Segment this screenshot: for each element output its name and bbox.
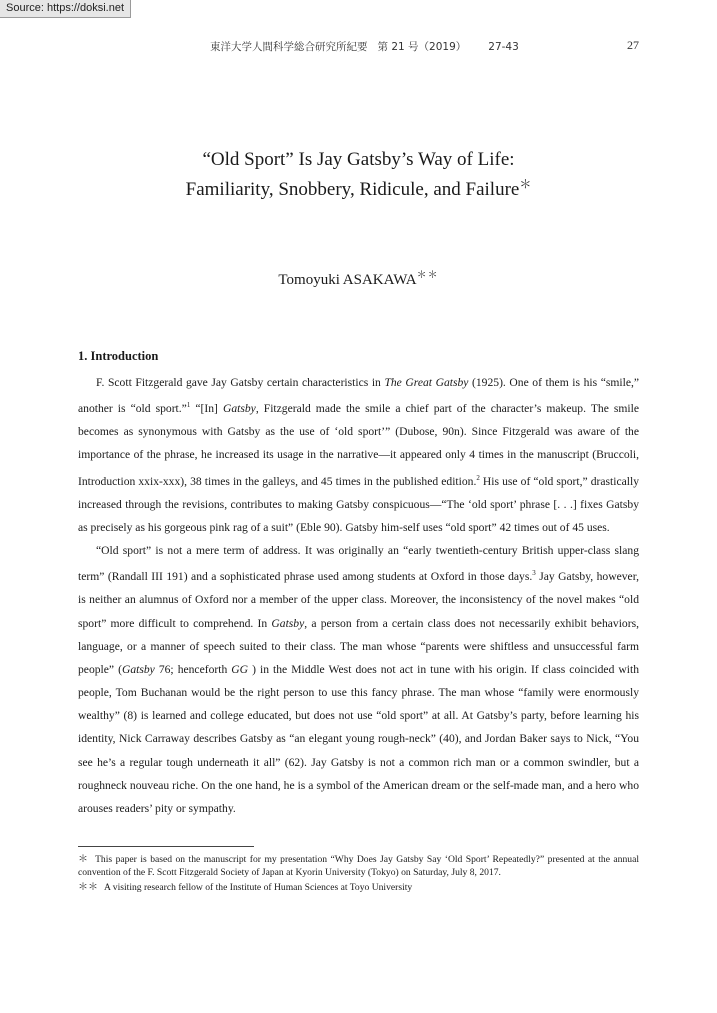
- footnote-2-mark: ＊＊: [78, 882, 98, 894]
- author: [0, 266, 717, 289]
- body-text: [78, 371, 639, 820]
- journal-name: 東洋大学人間科学総合研究所紀要: [210, 41, 368, 53]
- p1-italic-title: The Great Gatsby: [384, 376, 469, 389]
- author-name: Tomoyuki ASAKAWA: [278, 272, 417, 288]
- running-head: [210, 39, 633, 54]
- paragraph-1: [78, 371, 639, 539]
- footnote-1-mark: ＊: [78, 854, 90, 865]
- p2-text-2: Jay Gatsby, however, is neither an alumnus of Oxford nor a member of the upper class. Moreover, the inconsistency of the novel makes “old sport” more difficult to comprehend. In: [78, 570, 639, 630]
- author-footnote-mark: ＊＊: [416, 270, 439, 281]
- footnote-1: [78, 853, 639, 879]
- title-line-2-text: Familiarity, Snobbery, Ridicule, and Failure: [185, 179, 520, 200]
- p2-text-1: “Old sport” is not a mere term of address. It was originally an “early twentieth-century British upper-class slang term” (Randall III 191) and a sophisticated phrase used among students at Oxford in those days.: [78, 544, 639, 584]
- footnote-2-text: A visiting research fellow of the Institute of Human Sciences at Toyo University: [104, 882, 413, 894]
- title-line-2: [0, 172, 717, 202]
- footnote-ref-1: 1: [186, 401, 191, 410]
- page-number: 27: [627, 38, 639, 52]
- footnote-ref-2: 2: [476, 473, 480, 482]
- footnote-1-text: This paper is based on the manuscript for my presentation “Why Does Jay Gatsby Say ‘Old Sport’ Repeatedly?” presented at the annual convention of the F. Scott Fitzgerald Society of Japan at Kyorin University (Tokyo) on Saturday, July 8, 2017.: [78, 854, 640, 879]
- p2-text-5: ) in the Middle West does not act in tune with his origin. If class coincided with people, Tom Buchanan would be the right person to use this fancy phrase. The man whose “family were enormously wealthy” (8) is learned and college educated, but does not use “old sport” at all. At Gatsby’s party, before learning his identity, Nick Carraway describes Gatsby as “an elegant young rough-neck” (40), and Jordan Baker says to Nick, “You see he’s a regular tough underneath it all” (62). Jay Gatsby is not a common rich man or a common swindler, but a roughneck nouveau riche. On the one hand, he is a symbol of the American dream or the self-made man, and a hero who arouses readers’ pity or sympathy.: [78, 662, 640, 815]
- paper-title: [0, 147, 717, 202]
- journal-issue: 第 21 号（2019）: [377, 41, 467, 53]
- p2-italic-gatsby-2: Gatsby: [121, 662, 155, 676]
- footnote-2: [78, 881, 639, 894]
- p1-italic-gatsby: Gatsby: [222, 402, 256, 416]
- source-label: Source: https://doksi.net: [0, 0, 131, 18]
- p2-text-3: , a person from a certain class does not necessarily exhibit behaviors, language, or a manner of speech suited to their class. The man whose “parents were shiftless and unsuccessful farm people” (: [78, 616, 639, 676]
- paragraph-2: [78, 539, 639, 820]
- p1-text-4: , Fitzgerald made the smile a chief part of the character’s makeup. The smile becomes as synonymous with Gatsby as the use of ‘old sport’” (Dubose, 90n). Since Fitzgerald was aware of the importance of the phrase, he increased its usage in the narrative—it appeared only 4 times in the manuscript (Bruccoli, Introduction xxix-xxx), 38 times in the galleys, and 45 times in the published edition.: [78, 402, 640, 488]
- page-range: 27-43: [488, 41, 519, 53]
- p1-text-3: “[In]: [190, 402, 223, 416]
- footnotes: [78, 853, 639, 897]
- title-footnote-mark: ＊: [519, 177, 532, 191]
- p1-text-1: F. Scott Fitzgerald gave Jay Gatsby certain characteristics in: [95, 376, 385, 389]
- p2-text-4: 76; henceforth: [154, 662, 232, 676]
- p2-italic-gatsby-1: Gatsby: [271, 616, 305, 630]
- title-line-1: “Old Sport” Is Jay Gatsby’s Way of Life:: [202, 149, 515, 170]
- p1-text-2: (1925). One of them is his “smile,” another is “old sport.”: [78, 376, 640, 416]
- footnote-divider: [78, 846, 254, 847]
- p2-italic-gg: GG: [231, 662, 249, 676]
- footnote-ref-3: 3: [532, 569, 536, 578]
- section-heading: 1. Introduction: [78, 349, 159, 363]
- p1-text-5: His use of “old sport,” drastically increased through the revisions, contributes to making Gatsby conspicuous—“The ‘old sport’ phrase [. . .] fixes Gatsby as precisely as his gorgeous pink rag of a suit” (Eble 90). Gatsby him-self uses “old sport” 42 times out of 45 uses.: [78, 474, 640, 534]
